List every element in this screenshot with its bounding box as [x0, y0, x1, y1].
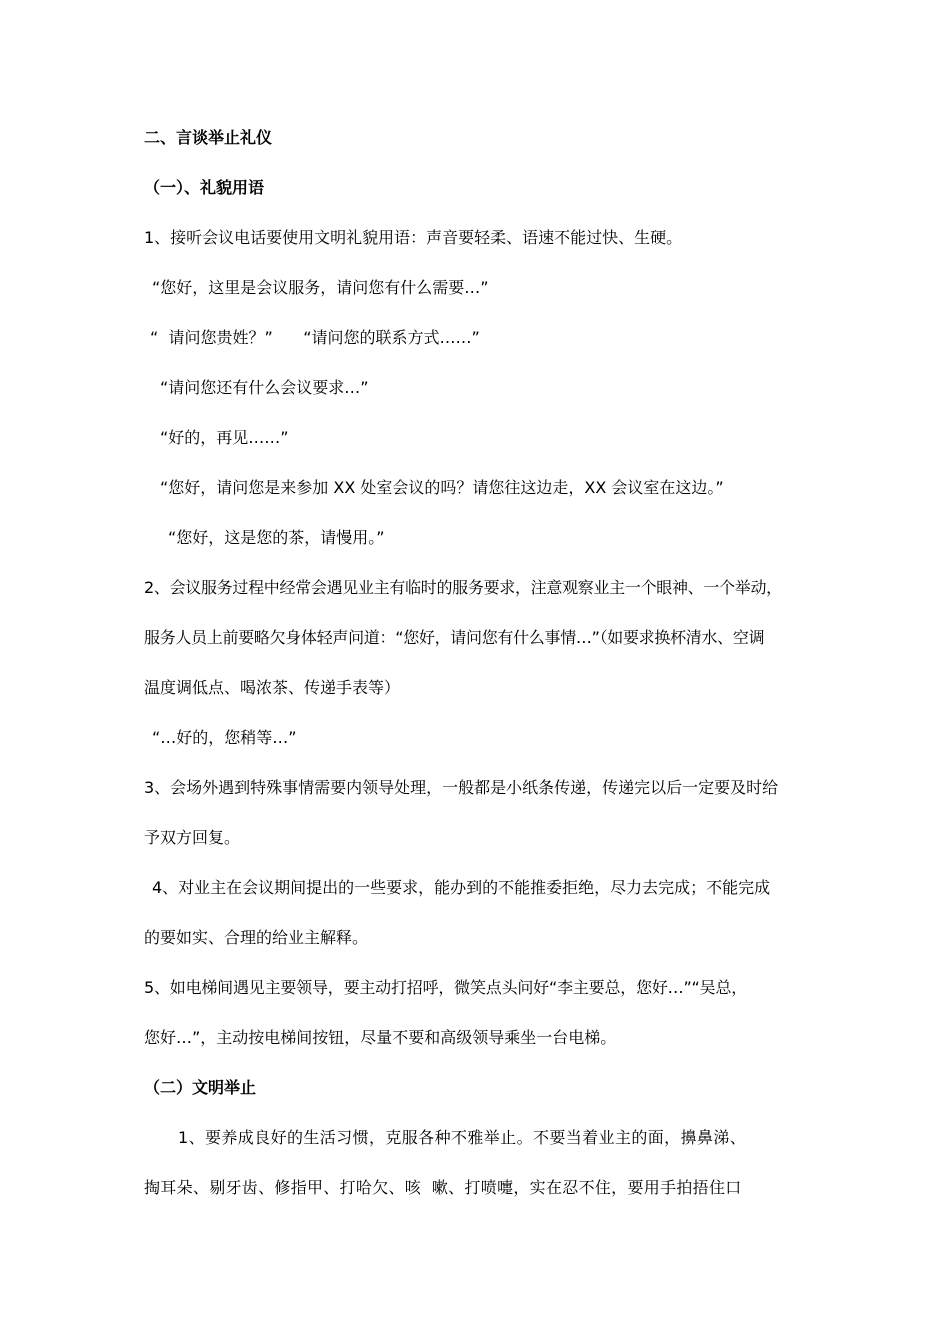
quote-line: “您好，请问您是来参加 XX 处室会议的吗？请您往这边走，XX 会议室在这边。”	[160, 478, 724, 497]
paragraph-line: 1、接听会议电话要使用文明礼貌用语：声音要轻柔、语速不能过快、生硬。	[144, 228, 683, 247]
paragraph-line: 1、要养成良好的生活习惯，克服各种不雅举止。不要当着业主的面，擤鼻涕、	[178, 1128, 747, 1147]
paragraph-line: 2、会议服务过程中经常会遇见业主有临时的服务要求，注意观察业主一个眼神、一个举动，	[144, 578, 782, 597]
quote-line: “ 请问您贵姓？” “请问您的联系方式……”	[150, 328, 480, 347]
subsection-title-civil-behavior: （二）文明举止	[144, 1078, 257, 1097]
paragraph-line: 5、如电梯间遇见主要领导，要主动打招呼，微笑点头问好“李主要总，您好…”“吴总，	[144, 978, 748, 997]
paragraph-line: 3、会场外遇到特殊事情需要内领导处理，一般都是小纸条传递，传递完以后一定要及时给	[144, 778, 779, 797]
paragraph-line: 您好…”，主动按电梯间按钮，尽量不要和高级领导乘坐一台电梯。	[144, 1028, 617, 1047]
quote-line: “好的，再见……”	[160, 428, 289, 447]
subsection-title-polite-language: （一）、礼貌用语	[144, 178, 265, 197]
paragraph-line: 的要如实、合理的给业主解释。	[144, 928, 369, 947]
paragraph-line: 予双方回复。	[144, 828, 241, 847]
quote-line: “请问您还有什么会议要求…”	[160, 378, 369, 397]
paragraph-line: 4、对业主在会议期间提出的一些要求，能办到的不能推委拒绝，尽力去完成；不能完成	[152, 878, 771, 897]
quote-line: “您好，这是您的茶，请慢用。”	[168, 528, 385, 547]
quote-line: “…好的，您稍等…”	[152, 728, 297, 747]
paragraph-line: 掏耳朵、剔牙齿、修指甲、打哈欠、咳 嗽、打喷嚏，实在忍不住，要用手拍捂住口	[144, 1178, 742, 1197]
paragraph-line: 服务人员上前要略欠身体轻声问道：“您好，请问您有什么事情…”（如要求换杯清水、空调	[144, 628, 765, 647]
paragraph-line: 温度调低点、喝浓茶、传递手表等）	[144, 678, 401, 697]
section-title: 二、言谈举止礼仪	[144, 128, 273, 147]
quote-line: “您好，这里是会议服务，请问您有什么需要…”	[152, 278, 489, 297]
